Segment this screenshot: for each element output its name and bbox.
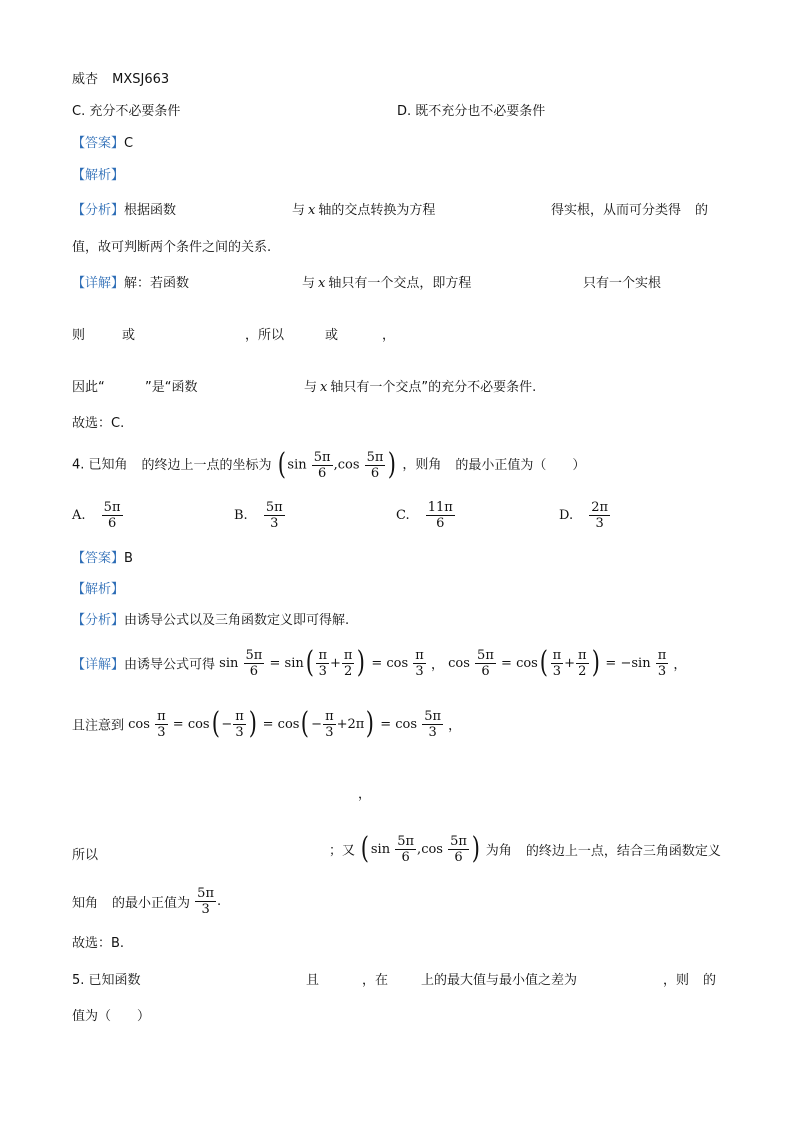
q4-analysis-tag (72, 578, 124, 597)
lone-comma: ， (358, 787, 372, 802)
q4-choose: 故选：B. (72, 936, 125, 951)
op: = (605, 655, 617, 671)
option-label: D. (559, 508, 574, 523)
q4-option-d (559, 500, 611, 531)
then-5: ， (382, 328, 396, 343)
numerator: 5π (313, 449, 331, 465)
fraction (413, 648, 426, 679)
fraction (395, 834, 416, 865)
q3-xiangjie-seg2 (302, 272, 471, 291)
math-x: x (320, 380, 328, 395)
fn: sin (631, 655, 651, 671)
denominator: 2 (578, 663, 587, 679)
fn: sin (287, 457, 307, 473)
answer-tag: 【答案】 (72, 551, 125, 566)
therefore-3 (304, 376, 536, 395)
analysis-tag: 【解析】 (72, 168, 125, 183)
op: − (221, 716, 233, 732)
fraction (244, 648, 265, 679)
numerator: 5π (245, 647, 263, 663)
then-1: 则 (72, 328, 86, 343)
q3-xiangjie-line1 (72, 272, 189, 291)
denominator: 3 (428, 724, 437, 740)
q5-stem-5 (663, 969, 716, 988)
paren: ) (357, 645, 366, 680)
term: 2π (347, 716, 365, 732)
fn: cos (337, 457, 360, 473)
denominator: 3 (325, 724, 334, 740)
numerator: π (657, 647, 667, 663)
therefore-text: 轴只有一个交点”的充分不必要条件. (330, 380, 537, 395)
answer-value: C (124, 136, 134, 151)
math-x: x (308, 203, 316, 218)
q4-xiangjie-line (72, 646, 686, 680)
stem-text: 的最小正值为（ ） (455, 457, 586, 473)
denominator: 6 (481, 663, 490, 679)
fraction (365, 450, 386, 481)
know-text: . (217, 894, 222, 909)
numerator: π (235, 708, 244, 724)
fenxi-text: 与 (292, 203, 306, 218)
option-label: C. (396, 508, 410, 523)
q4-so-line (329, 832, 721, 866)
fn: cos (395, 716, 418, 732)
fraction (155, 709, 168, 740)
q3-answer (72, 132, 133, 151)
therefore-text: 与 (304, 380, 318, 395)
paren: ( (301, 706, 310, 741)
then-4: 或 (325, 328, 339, 343)
so-1: 所以 (72, 848, 99, 863)
numerator: π (552, 647, 562, 663)
so-text: ；又 (329, 843, 356, 859)
fn: sin (284, 655, 304, 671)
answer-value: B (124, 551, 133, 566)
op: = (371, 655, 383, 671)
q4-fenxi (72, 609, 349, 628)
q5-stem-line2: 值为（ ） (72, 1009, 151, 1024)
fenxi-tag: 【分析】 (72, 613, 125, 628)
numerator: π (325, 708, 334, 724)
paren: ( (360, 831, 370, 866)
fraction (102, 500, 123, 531)
know-text: 的最小正值为 (112, 896, 191, 911)
point-coordinates (276, 448, 399, 482)
fn: cos (277, 716, 300, 732)
stem-text: 的终边上一点的坐标为 (141, 457, 272, 473)
denominator: 3 (318, 663, 327, 679)
fraction (426, 500, 455, 531)
fn: sin (219, 655, 239, 671)
op: − (311, 716, 323, 732)
denominator: 3 (415, 663, 424, 679)
denominator: 6 (401, 849, 410, 865)
op: = (172, 716, 184, 732)
op: = (501, 655, 512, 671)
xiangjie-text: 轴只有一个交点，即方程 (328, 276, 472, 291)
header-left: 威杏 (72, 72, 99, 87)
q3-choose: 故选：C. (72, 416, 125, 431)
so-text: 为角 (485, 843, 512, 859)
fraction (316, 648, 329, 679)
denominator: 6 (107, 516, 117, 531)
numerator: π (415, 647, 424, 663)
stem-text: 的 (703, 973, 717, 988)
numerator: 5π (366, 449, 384, 465)
xiangjie-tag: 【详解】 (72, 657, 125, 673)
punct: ， (673, 657, 687, 673)
numerator: π (318, 647, 327, 663)
then-3: ，所以 (245, 328, 285, 343)
q3-fenxi-seg3 (551, 199, 708, 218)
fn: cos (448, 655, 470, 671)
fraction (312, 450, 333, 481)
paren: ) (248, 706, 257, 741)
q3-analysis-tag (72, 164, 124, 183)
header-code: MXSJ663 (112, 72, 170, 87)
fraction (422, 709, 443, 740)
paren: ) (591, 645, 600, 680)
q5-stem-3: ，在 (362, 973, 389, 988)
denominator: 6 (454, 849, 463, 865)
op: = (380, 716, 392, 732)
denominator: 3 (595, 516, 604, 531)
numerator: 5π (397, 833, 415, 849)
numerator: 5π (450, 833, 467, 849)
op: = (262, 716, 274, 732)
numerator: 5π (265, 500, 283, 515)
op: + (564, 655, 576, 671)
op: = (269, 655, 281, 671)
xiangjie-text: 与 (302, 276, 316, 291)
fraction (576, 648, 589, 679)
fn: cos (516, 655, 538, 671)
q3-fenxi-line2: 值，故可判断两个条件之间的关系. (72, 240, 272, 255)
paren: ( (305, 645, 314, 680)
fn: cos (386, 655, 409, 671)
fn: cos (421, 841, 443, 857)
q4-know-line (72, 886, 221, 917)
fenxi-tag: 【分析】 (72, 203, 125, 218)
op: + (336, 716, 348, 732)
fn: cos (187, 716, 210, 732)
stem-text: 4. 已知角 (72, 457, 128, 473)
q4-note-line (72, 707, 461, 741)
fraction (551, 648, 564, 679)
note-text: 且注意到 (72, 718, 125, 734)
fraction (589, 500, 610, 531)
therefore-2: ”是“函数 (145, 380, 198, 395)
fraction (195, 886, 216, 917)
numerator: 5π (424, 708, 442, 724)
fn: cos (128, 716, 150, 732)
fraction (233, 709, 246, 740)
numerator: 5π (103, 500, 121, 515)
paren: ) (388, 447, 397, 482)
numerator: 11π (427, 500, 453, 515)
fn: sin (370, 841, 391, 857)
paren: ) (366, 706, 375, 741)
numerator: 2π (591, 500, 609, 515)
numerator: 5π (477, 647, 494, 663)
punct: ， (448, 718, 462, 734)
xiangjie-text: 解：若函数 (124, 276, 190, 291)
denominator: 3 (552, 663, 561, 679)
sep: , (333, 457, 338, 473)
answer-tag: 【答案】 (72, 136, 125, 151)
math-x: x (318, 276, 326, 291)
fenxi-text: 得实根，从而可分类得 (551, 203, 682, 218)
denominator: 6 (370, 465, 380, 481)
q3-option-d: D. 既不充分也不必要条件 (397, 104, 546, 119)
paren: ) (471, 831, 480, 866)
xiangjie-tag: 【详解】 (72, 276, 125, 291)
fraction (656, 648, 669, 679)
fraction (323, 709, 336, 740)
denominator: 3 (157, 724, 166, 740)
denominator: 3 (270, 516, 279, 531)
so-text: 的终边上一点，结合三角函数定义 (525, 843, 721, 859)
punct: ， (430, 657, 444, 673)
numerator: π (343, 647, 353, 663)
denominator: 3 (235, 724, 244, 740)
q3-fenxi-line1 (72, 199, 176, 218)
q3-fenxi-seg2 (292, 199, 435, 218)
numerator: π (578, 647, 587, 663)
paren: ( (211, 706, 220, 741)
numerator: π (157, 708, 166, 724)
op: − (620, 655, 632, 671)
fraction (448, 834, 469, 865)
paren: ( (277, 447, 286, 482)
fenxi-text: 轴的交点转换为方程 (318, 203, 436, 218)
sep: , (417, 841, 422, 857)
fraction (475, 648, 496, 679)
analysis-tag: 【解析】 (72, 582, 125, 597)
option-label: B. (234, 508, 248, 523)
q4-stem (72, 448, 585, 482)
paren: ( (539, 645, 548, 680)
denominator: 2 (344, 663, 353, 679)
therefore-1: 因此“ (72, 380, 105, 395)
denominator: 3 (201, 902, 210, 917)
header-line (72, 68, 169, 87)
stem-text: ，则角 (402, 457, 442, 473)
q4-option-c (396, 500, 456, 531)
fenxi-text: 的 (695, 203, 709, 218)
q3-option-c: C. 充分不必要条件 (72, 104, 181, 119)
q5-stem-1: 5. 已知函数 (72, 973, 141, 988)
fraction (264, 500, 285, 531)
op: + (330, 655, 341, 671)
option-label: A. (72, 508, 86, 523)
q4-answer (72, 547, 133, 566)
q3-xiangjie-seg3: 只有一个实根 (583, 276, 662, 291)
q5-stem-2: 且 (306, 973, 320, 988)
know-text: 知角 (72, 896, 99, 911)
fenxi-text: 根据函数 (124, 203, 177, 218)
numerator: 5π (197, 886, 214, 901)
q5-stem-4: 上的最大值与最小值之差为 (421, 973, 578, 988)
q4-option-a (72, 500, 124, 531)
denominator: 6 (318, 465, 327, 481)
fenxi-text: 由诱导公式以及三角函数定义即可得解. (124, 613, 350, 628)
fraction (342, 648, 355, 679)
xiangjie-text: 由诱导公式可得 (124, 657, 216, 673)
q4-option-b (234, 500, 286, 531)
denominator: 3 (657, 663, 667, 679)
denominator: 6 (249, 663, 259, 679)
denominator: 6 (436, 516, 445, 531)
then-2: 或 (122, 328, 136, 343)
stem-text: ，则 (663, 973, 690, 988)
